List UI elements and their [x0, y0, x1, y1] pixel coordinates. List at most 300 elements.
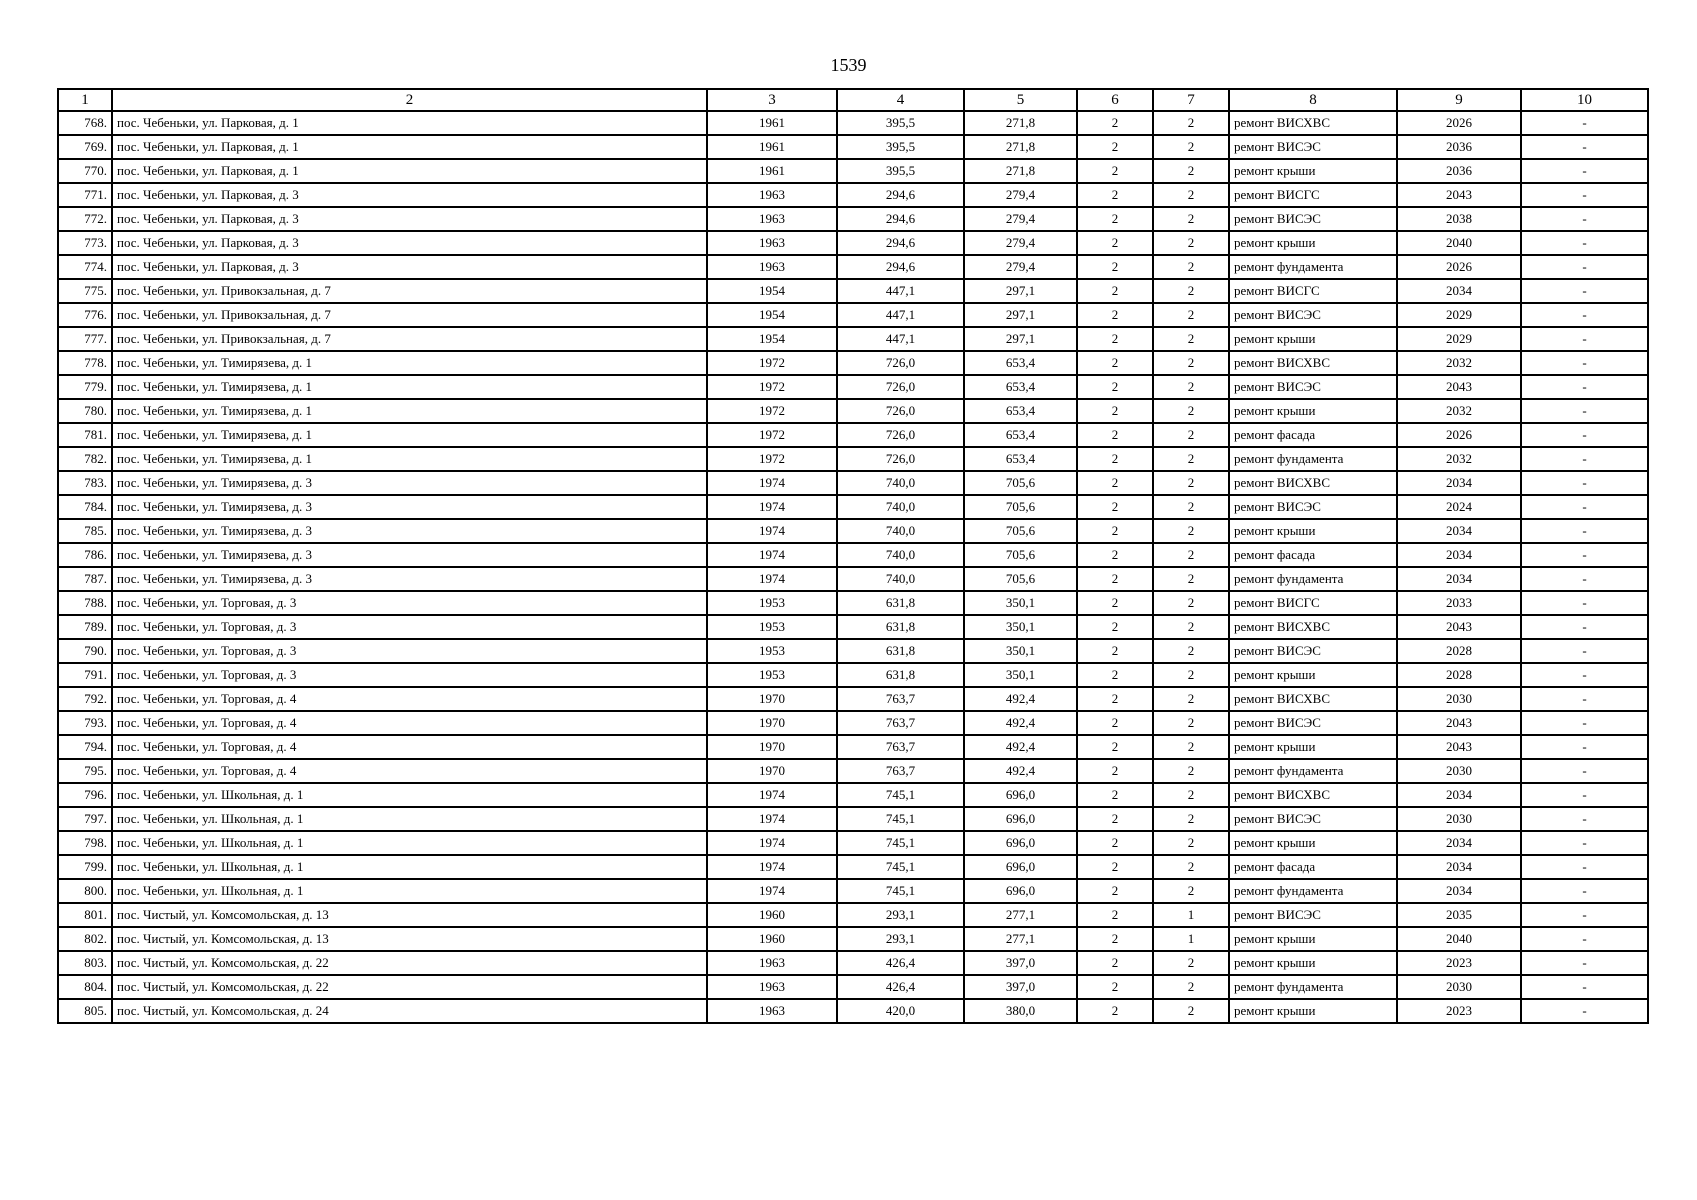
column-header-2: 2: [112, 89, 707, 111]
cell-work-type: ремонт ВИСГС: [1229, 591, 1397, 615]
cell-address: пос. Чистый, ул. Комсомольская, д. 22: [112, 951, 707, 975]
cell-row-number: 781.: [58, 423, 112, 447]
cell-work-type: ремонт фундамента: [1229, 879, 1397, 903]
cell-row-number: 769.: [58, 135, 112, 159]
cell-entrances: 2: [1153, 423, 1229, 447]
column-header-3: 3: [707, 89, 837, 111]
cell-address: пос. Чебеньки, ул. Тимирязева, д. 1: [112, 399, 707, 423]
cell-floors: 2: [1077, 975, 1153, 999]
cell-total-area: 745,1: [837, 807, 964, 831]
cell-row-number: 792.: [58, 687, 112, 711]
cell-planned-year: 2032: [1397, 399, 1521, 423]
cell-total-area: 426,4: [837, 975, 964, 999]
cell-row-number: 782.: [58, 447, 112, 471]
cell-row-number: 802.: [58, 927, 112, 951]
cell-year-built: 1963: [707, 999, 837, 1023]
cell-year-built: 1953: [707, 663, 837, 687]
table-row: [58, 879, 1648, 903]
cell-note: -: [1521, 639, 1648, 663]
cell-living-area: 492,4: [964, 687, 1077, 711]
cell-living-area: 279,4: [964, 231, 1077, 255]
cell-note: -: [1521, 423, 1648, 447]
cell-row-number: 777.: [58, 327, 112, 351]
cell-year-built: 1961: [707, 111, 837, 135]
cell-planned-year: 2028: [1397, 663, 1521, 687]
cell-note: -: [1521, 183, 1648, 207]
column-header-7: 7: [1153, 89, 1229, 111]
cell-floors: 2: [1077, 543, 1153, 567]
cell-note: -: [1521, 807, 1648, 831]
cell-living-area: 705,6: [964, 471, 1077, 495]
cell-year-built: 1954: [707, 303, 837, 327]
cell-address: пос. Чебеньки, ул. Парковая, д. 3: [112, 207, 707, 231]
cell-year-built: 1963: [707, 975, 837, 999]
cell-entrances: 2: [1153, 111, 1229, 135]
cell-entrances: 2: [1153, 663, 1229, 687]
cell-planned-year: 2030: [1397, 759, 1521, 783]
cell-total-area: 740,0: [837, 495, 964, 519]
cell-year-built: 1953: [707, 591, 837, 615]
cell-planned-year: 2028: [1397, 639, 1521, 663]
cell-address: пос. Чебеньки, ул. Торговая, д. 4: [112, 759, 707, 783]
cell-row-number: 789.: [58, 615, 112, 639]
cell-entrances: 1: [1153, 927, 1229, 951]
cell-total-area: 294,6: [837, 231, 964, 255]
cell-row-number: 787.: [58, 567, 112, 591]
cell-note: -: [1521, 543, 1648, 567]
cell-note: -: [1521, 903, 1648, 927]
table-row: [58, 231, 1648, 255]
cell-living-area: 350,1: [964, 615, 1077, 639]
cell-address: пос. Чебеньки, ул. Парковая, д. 1: [112, 111, 707, 135]
cell-total-area: 726,0: [837, 423, 964, 447]
cell-note: -: [1521, 255, 1648, 279]
cell-living-area: 271,8: [964, 135, 1077, 159]
cell-entrances: 2: [1153, 351, 1229, 375]
cell-year-built: 1972: [707, 375, 837, 399]
cell-living-area: 696,0: [964, 831, 1077, 855]
cell-row-number: 776.: [58, 303, 112, 327]
cell-planned-year: 2034: [1397, 471, 1521, 495]
cell-address: пос. Чистый, ул. Комсомольская, д. 13: [112, 927, 707, 951]
cell-entrances: 2: [1153, 207, 1229, 231]
table-row: [58, 303, 1648, 327]
table-row: [58, 519, 1648, 543]
cell-work-type: ремонт ВИСЭС: [1229, 495, 1397, 519]
cell-floors: 2: [1077, 663, 1153, 687]
cell-work-type: ремонт крыши: [1229, 735, 1397, 759]
cell-living-area: 297,1: [964, 327, 1077, 351]
table-row: [58, 639, 1648, 663]
cell-row-number: 803.: [58, 951, 112, 975]
cell-floors: 2: [1077, 831, 1153, 855]
cell-floors: 2: [1077, 807, 1153, 831]
cell-floors: 2: [1077, 783, 1153, 807]
cell-address: пос. Чебеньки, ул. Торговая, д. 3: [112, 639, 707, 663]
cell-total-area: 293,1: [837, 927, 964, 951]
cell-living-area: 397,0: [964, 975, 1077, 999]
cell-address: пос. Чебеньки, ул. Школьная, д. 1: [112, 855, 707, 879]
cell-planned-year: 2023: [1397, 999, 1521, 1023]
cell-work-type: ремонт ВИСХВС: [1229, 783, 1397, 807]
cell-work-type: ремонт ВИСЭС: [1229, 807, 1397, 831]
cell-row-number: 768.: [58, 111, 112, 135]
cell-row-number: 773.: [58, 231, 112, 255]
cell-floors: 2: [1077, 135, 1153, 159]
cell-work-type: ремонт фундамента: [1229, 975, 1397, 999]
cell-entrances: 2: [1153, 951, 1229, 975]
cell-work-type: ремонт ВИСЭС: [1229, 711, 1397, 735]
cell-row-number: 775.: [58, 279, 112, 303]
cell-total-area: 294,6: [837, 183, 964, 207]
cell-planned-year: 2036: [1397, 135, 1521, 159]
cell-entrances: 2: [1153, 855, 1229, 879]
table-row: [58, 255, 1648, 279]
cell-year-built: 1963: [707, 183, 837, 207]
cell-entrances: 2: [1153, 495, 1229, 519]
cell-living-area: 492,4: [964, 711, 1077, 735]
cell-address: пос. Чебеньки, ул. Торговая, д. 4: [112, 735, 707, 759]
table-row: [58, 927, 1648, 951]
cell-address: пос. Чебеньки, ул. Тимирязева, д. 1: [112, 375, 707, 399]
cell-row-number: 799.: [58, 855, 112, 879]
cell-total-area: 631,8: [837, 639, 964, 663]
cell-total-area: 763,7: [837, 735, 964, 759]
table-row: [58, 831, 1648, 855]
cell-year-built: 1972: [707, 351, 837, 375]
cell-planned-year: 2034: [1397, 879, 1521, 903]
cell-total-area: 740,0: [837, 543, 964, 567]
cell-living-area: 705,6: [964, 495, 1077, 519]
cell-note: -: [1521, 663, 1648, 687]
cell-entrances: 2: [1153, 567, 1229, 591]
cell-year-built: 1970: [707, 711, 837, 735]
cell-address: пос. Чебеньки, ул. Торговая, д. 3: [112, 615, 707, 639]
cell-entrances: 2: [1153, 639, 1229, 663]
cell-work-type: ремонт крыши: [1229, 999, 1397, 1023]
cell-living-area: 653,4: [964, 399, 1077, 423]
cell-work-type: ремонт крыши: [1229, 519, 1397, 543]
cell-address: пос. Чебеньки, ул. Тимирязева, д. 3: [112, 495, 707, 519]
cell-work-type: ремонт крыши: [1229, 951, 1397, 975]
cell-floors: 2: [1077, 999, 1153, 1023]
cell-planned-year: 2034: [1397, 279, 1521, 303]
cell-address: пос. Чебеньки, ул. Тимирязева, д. 3: [112, 567, 707, 591]
cell-planned-year: 2029: [1397, 327, 1521, 351]
cell-living-area: 653,4: [964, 375, 1077, 399]
cell-row-number: 771.: [58, 183, 112, 207]
cell-total-area: 395,5: [837, 111, 964, 135]
cell-living-area: 397,0: [964, 951, 1077, 975]
cell-work-type: ремонт ВИСХВС: [1229, 351, 1397, 375]
cell-row-number: 784.: [58, 495, 112, 519]
cell-note: -: [1521, 519, 1648, 543]
table-row: [58, 279, 1648, 303]
cell-address: пос. Чебеньки, ул. Тимирязева, д. 1: [112, 447, 707, 471]
cell-note: -: [1521, 447, 1648, 471]
cell-note: -: [1521, 207, 1648, 231]
cell-planned-year: 2030: [1397, 807, 1521, 831]
cell-note: -: [1521, 111, 1648, 135]
cell-floors: 2: [1077, 519, 1153, 543]
data-table: [57, 88, 1649, 1024]
cell-floors: 2: [1077, 615, 1153, 639]
column-header-9: 9: [1397, 89, 1521, 111]
cell-note: -: [1521, 999, 1648, 1023]
cell-note: -: [1521, 735, 1648, 759]
cell-note: -: [1521, 159, 1648, 183]
cell-floors: 2: [1077, 903, 1153, 927]
cell-row-number: 790.: [58, 639, 112, 663]
cell-year-built: 1963: [707, 255, 837, 279]
cell-total-area: 745,1: [837, 855, 964, 879]
cell-year-built: 1974: [707, 471, 837, 495]
cell-year-built: 1970: [707, 735, 837, 759]
cell-planned-year: 2034: [1397, 831, 1521, 855]
cell-entrances: 2: [1153, 591, 1229, 615]
cell-living-area: 696,0: [964, 879, 1077, 903]
cell-living-area: 279,4: [964, 255, 1077, 279]
cell-year-built: 1972: [707, 399, 837, 423]
cell-note: -: [1521, 759, 1648, 783]
cell-living-area: 297,1: [964, 279, 1077, 303]
cell-row-number: 796.: [58, 783, 112, 807]
cell-year-built: 1974: [707, 831, 837, 855]
table-row: [58, 999, 1648, 1023]
cell-planned-year: 2034: [1397, 519, 1521, 543]
cell-year-built: 1954: [707, 327, 837, 351]
cell-floors: 2: [1077, 495, 1153, 519]
cell-floors: 2: [1077, 327, 1153, 351]
cell-floors: 2: [1077, 759, 1153, 783]
cell-entrances: 2: [1153, 471, 1229, 495]
cell-total-area: 763,7: [837, 759, 964, 783]
cell-floors: 2: [1077, 399, 1153, 423]
cell-floors: 2: [1077, 111, 1153, 135]
cell-total-area: 726,0: [837, 399, 964, 423]
cell-living-area: 277,1: [964, 927, 1077, 951]
table-row: [58, 159, 1648, 183]
cell-planned-year: 2038: [1397, 207, 1521, 231]
cell-row-number: 804.: [58, 975, 112, 999]
cell-planned-year: 2034: [1397, 543, 1521, 567]
cell-planned-year: 2043: [1397, 183, 1521, 207]
cell-address: пос. Чебеньки, ул. Торговая, д. 4: [112, 687, 707, 711]
cell-total-area: 447,1: [837, 327, 964, 351]
cell-work-type: ремонт крыши: [1229, 159, 1397, 183]
cell-year-built: 1963: [707, 231, 837, 255]
cell-work-type: ремонт ВИСХВС: [1229, 687, 1397, 711]
column-header-1: 1: [58, 89, 112, 111]
cell-work-type: ремонт фундамента: [1229, 759, 1397, 783]
table-row: [58, 399, 1648, 423]
table-row: [58, 903, 1648, 927]
cell-living-area: 279,4: [964, 183, 1077, 207]
cell-work-type: ремонт ВИСГС: [1229, 183, 1397, 207]
cell-year-built: 1963: [707, 207, 837, 231]
cell-work-type: ремонт крыши: [1229, 231, 1397, 255]
cell-total-area: 294,6: [837, 207, 964, 231]
cell-entrances: 2: [1153, 255, 1229, 279]
cell-floors: 2: [1077, 423, 1153, 447]
column-header-8: 8: [1229, 89, 1397, 111]
column-header-6: 6: [1077, 89, 1153, 111]
table-row: [58, 783, 1648, 807]
cell-address: пос. Чебеньки, ул. Парковая, д. 1: [112, 159, 707, 183]
cell-entrances: 2: [1153, 687, 1229, 711]
cell-year-built: 1974: [707, 855, 837, 879]
cell-entrances: 2: [1153, 543, 1229, 567]
cell-year-built: 1954: [707, 279, 837, 303]
cell-living-area: 350,1: [964, 639, 1077, 663]
cell-entrances: 2: [1153, 831, 1229, 855]
cell-total-area: 745,1: [837, 783, 964, 807]
cell-address: пос. Чебеньки, ул. Школьная, д. 1: [112, 807, 707, 831]
cell-address: пос. Чебеньки, ул. Торговая, д. 3: [112, 591, 707, 615]
cell-total-area: 763,7: [837, 711, 964, 735]
cell-note: -: [1521, 375, 1648, 399]
table-row: [58, 543, 1648, 567]
cell-row-number: 801.: [58, 903, 112, 927]
cell-year-built: 1974: [707, 783, 837, 807]
page-number: 1539: [830, 55, 867, 75]
cell-entrances: 2: [1153, 447, 1229, 471]
table-row: [58, 423, 1648, 447]
cell-work-type: ремонт фундамента: [1229, 255, 1397, 279]
cell-floors: 2: [1077, 159, 1153, 183]
cell-planned-year: 2026: [1397, 255, 1521, 279]
cell-work-type: ремонт ВИСХВС: [1229, 615, 1397, 639]
cell-entrances: 2: [1153, 807, 1229, 831]
cell-note: -: [1521, 615, 1648, 639]
cell-planned-year: 2043: [1397, 375, 1521, 399]
cell-planned-year: 2030: [1397, 975, 1521, 999]
cell-total-area: 726,0: [837, 375, 964, 399]
cell-row-number: 800.: [58, 879, 112, 903]
cell-address: пос. Чебеньки, ул. Парковая, д. 1: [112, 135, 707, 159]
cell-living-area: 350,1: [964, 591, 1077, 615]
cell-living-area: 492,4: [964, 759, 1077, 783]
cell-total-area: 294,6: [837, 255, 964, 279]
table-row: [58, 375, 1648, 399]
cell-floors: 2: [1077, 687, 1153, 711]
cell-year-built: 1974: [707, 519, 837, 543]
cell-floors: 2: [1077, 879, 1153, 903]
cell-year-built: 1974: [707, 807, 837, 831]
cell-living-area: 271,8: [964, 111, 1077, 135]
cell-note: -: [1521, 303, 1648, 327]
cell-note: -: [1521, 495, 1648, 519]
cell-planned-year: 2023: [1397, 951, 1521, 975]
cell-total-area: 740,0: [837, 567, 964, 591]
cell-row-number: 785.: [58, 519, 112, 543]
cell-address: пос. Чистый, ул. Комсомольская, д. 22: [112, 975, 707, 999]
cell-total-area: 426,4: [837, 951, 964, 975]
cell-total-area: 726,0: [837, 351, 964, 375]
cell-address: пос. Чебеньки, ул. Парковая, д. 3: [112, 183, 707, 207]
cell-floors: 2: [1077, 303, 1153, 327]
cell-total-area: 395,5: [837, 159, 964, 183]
table-row: [58, 567, 1648, 591]
cell-note: -: [1521, 783, 1648, 807]
cell-entrances: 2: [1153, 135, 1229, 159]
cell-work-type: ремонт ВИСЭС: [1229, 375, 1397, 399]
cell-planned-year: 2030: [1397, 687, 1521, 711]
table-row: [58, 615, 1648, 639]
cell-total-area: 395,5: [837, 135, 964, 159]
cell-work-type: ремонт крыши: [1229, 831, 1397, 855]
cell-note: -: [1521, 399, 1648, 423]
cell-address: пос. Чебеньки, ул. Школьная, д. 1: [112, 783, 707, 807]
cell-note: -: [1521, 927, 1648, 951]
cell-work-type: ремонт ВИСЭС: [1229, 639, 1397, 663]
cell-year-built: 1953: [707, 639, 837, 663]
cell-work-type: ремонт ВИСЭС: [1229, 303, 1397, 327]
table-row: [58, 807, 1648, 831]
cell-row-number: 770.: [58, 159, 112, 183]
cell-total-area: 631,8: [837, 591, 964, 615]
cell-work-type: ремонт ВИСГС: [1229, 279, 1397, 303]
cell-living-area: 653,4: [964, 423, 1077, 447]
cell-floors: 2: [1077, 375, 1153, 399]
cell-note: -: [1521, 135, 1648, 159]
cell-entrances: 2: [1153, 183, 1229, 207]
cell-total-area: 631,8: [837, 615, 964, 639]
cell-entrances: 2: [1153, 975, 1229, 999]
cell-total-area: 763,7: [837, 687, 964, 711]
cell-work-type: ремонт крыши: [1229, 399, 1397, 423]
cell-planned-year: 2034: [1397, 855, 1521, 879]
cell-work-type: ремонт фундамента: [1229, 567, 1397, 591]
table-row: [58, 135, 1648, 159]
cell-entrances: 2: [1153, 519, 1229, 543]
cell-work-type: ремонт ВИСХВС: [1229, 471, 1397, 495]
cell-note: -: [1521, 975, 1648, 999]
cell-address: пос. Чебеньки, ул. Школьная, д. 1: [112, 879, 707, 903]
cell-planned-year: 2043: [1397, 615, 1521, 639]
cell-note: -: [1521, 279, 1648, 303]
cell-planned-year: 2043: [1397, 711, 1521, 735]
cell-work-type: ремонт крыши: [1229, 927, 1397, 951]
cell-living-area: 696,0: [964, 855, 1077, 879]
cell-entrances: 2: [1153, 879, 1229, 903]
table-row: [58, 735, 1648, 759]
cell-living-area: 696,0: [964, 807, 1077, 831]
table-row: [58, 111, 1648, 135]
table-row: [58, 591, 1648, 615]
cell-row-number: 791.: [58, 663, 112, 687]
cell-floors: 2: [1077, 183, 1153, 207]
cell-work-type: ремонт ВИСЭС: [1229, 135, 1397, 159]
cell-year-built: 1970: [707, 759, 837, 783]
cell-planned-year: 2026: [1397, 111, 1521, 135]
cell-floors: 2: [1077, 279, 1153, 303]
cell-total-area: 740,0: [837, 471, 964, 495]
cell-living-area: 653,4: [964, 351, 1077, 375]
cell-row-number: 788.: [58, 591, 112, 615]
cell-year-built: 1960: [707, 927, 837, 951]
cell-floors: 2: [1077, 351, 1153, 375]
cell-address: пос. Чебеньки, ул. Торговая, д. 4: [112, 711, 707, 735]
cell-living-area: 705,6: [964, 567, 1077, 591]
cell-planned-year: 2024: [1397, 495, 1521, 519]
table-row: [58, 687, 1648, 711]
cell-work-type: ремонт фундамента: [1229, 447, 1397, 471]
cell-floors: 2: [1077, 471, 1153, 495]
table-row: [58, 351, 1648, 375]
cell-year-built: 1972: [707, 423, 837, 447]
cell-entrances: 2: [1153, 711, 1229, 735]
